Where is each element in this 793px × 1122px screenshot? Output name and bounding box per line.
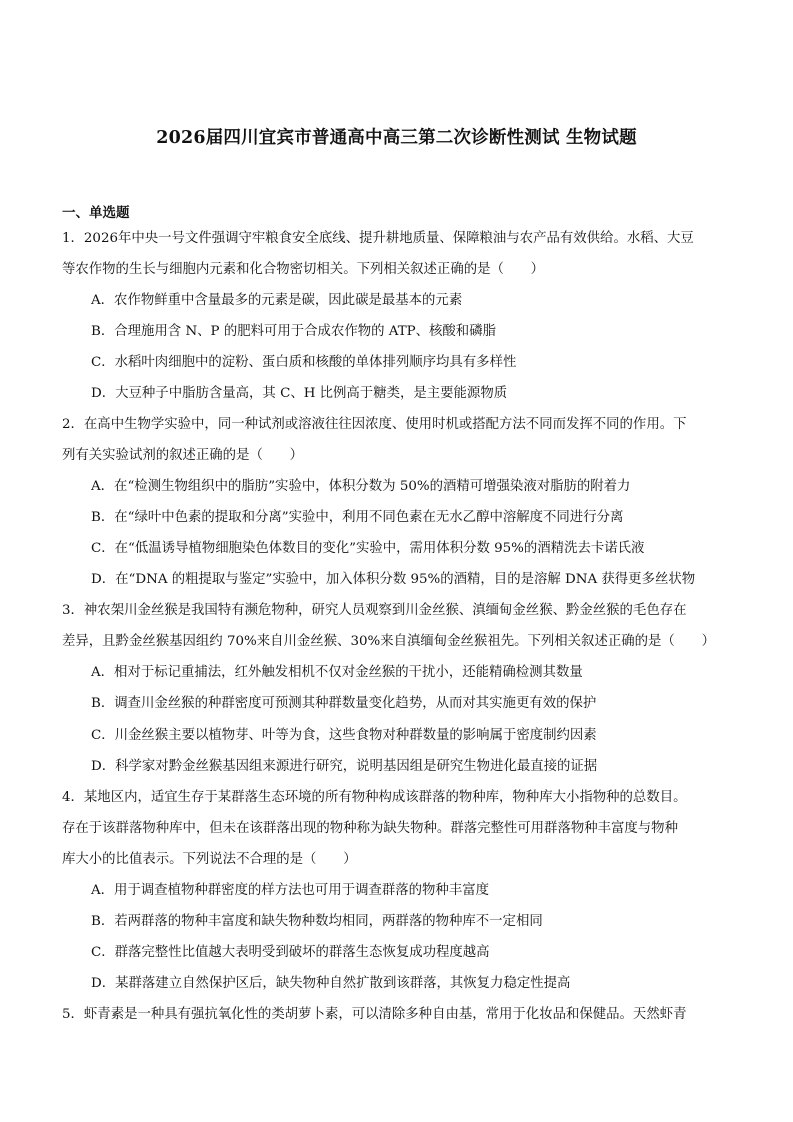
question-4-option-a: A．用于调查植物种群密度的样方法也可用于调查群落的物种丰富度 [91,883,489,898]
question-1-stem-line-1: 1．2026年中央一号文件强调守牢粮食安全底线、提升耕地质量、保障粮油与农产品有效供给。水稻、大豆 [62,231,694,246]
document-title: 2026届四川宜宾市普通高中高三第二次诊断性测试 生物试题 [156,128,637,148]
question-2-stem-line-2: 列有关实验试剂的叙述正确的是（ ） [62,448,304,463]
question-3-option-d: D．科学家对黔金丝猴基因组来源进行研究，说明基因组是研究生物进化最直接的证据 [91,759,598,774]
question-4-stem-line-3: 库大小的比值表示。下列说法不合理的是（ ） [62,852,357,867]
question-1-option-d: D．大豆种子中脂肪含量高，其 C、H 比例高于糖类，是主要能源物质 [91,386,508,401]
question-2-option-c: C．在“低温诱导植物细胞染色体数目的变化”实验中，需用体积分数 95%的酒精洗去卡诺氏液 [91,541,645,556]
question-1-option-b: B．合理施用含 N、P 的肥料可用于合成农作物的 ATP、核酸和磷脂 [91,324,496,339]
question-4-stem-line-1: 4．某地区内，适宜生存于某群落生态环境的所有物种构成该群落的物种库，物种库大小指物种的总数目。 [62,790,687,805]
section-heading: 一、单选题 [62,205,130,221]
question-4-option-d: D．某群落建立自然保护区后，缺失物种自然扩散到该群落，其恢复力稳定性提高 [91,976,571,991]
question-2-option-a: A．在“检测生物组织中的脂肪”实验中，体积分数为 50%的酒精可增强染液对脂肪的附着力 [91,479,631,494]
question-3-option-b: B．调查川金丝猴的种群密度可预测其种群数量变化趋势，从而对其实施更有效的保护 [91,696,597,711]
question-3-option-a: A．相对于标记重捕法，红外触发相机不仅对金丝猴的干扰小，还能精确检测其数量 [91,665,583,680]
question-5-stem-line-1: 5．虾青素是一种具有强抗氧化性的类胡萝卜素，可以清除多种自由基，常用于化妆品和保健品。天然虾青 [62,1007,687,1022]
question-4-stem-line-2: 存在于该群落物种库中，但未在该群落出现的物种称为缺失物种。群落完整性可用群落物种丰富度与物种 [62,821,678,836]
question-4-option-b: B．若两群落的物种丰富度和缺失物种数均相同，两群落的物种库不一定相同 [91,914,543,929]
question-2-option-d: D．在“DNA 的粗提取与鉴定”实验中，加入体积分数 95%的酒精，目的是溶解 DNA 获得更多丝状物 [91,572,696,587]
question-2-stem-line-1: 2．在高中生物学实验中，同一种试剂或溶液往往因浓度、使用时机或搭配方法不同而发挥不同的作用。下 [62,417,687,432]
question-4-option-c: C．群落完整性比值越大表明受到破坏的群落生态恢复成功程度越高 [91,945,490,960]
question-3-stem-line-1: 3．神农架川金丝猴是我国特有濒危物种，研究人员观察到川金丝猴、滇缅甸金丝猴、黔金丝猴的毛色存在 [62,603,687,618]
question-3-stem-line-2: 差异，且黔金丝猴基因组约 70%来自川金丝猴、30%来自滇缅甸金丝猴祖先。下列相关叙述正确的是（ ） [62,634,715,649]
question-3-option-c: C．川金丝猴主要以植物芽、叶等为食，这些食物对种群数量的影响属于密度制约因素 [91,728,597,743]
question-1-option-c: C．水稻叶肉细胞中的淀粉、蛋白质和核酸的单体排列顺序均具有多样性 [91,355,517,370]
question-1-option-a: A．农作物鲜重中含量最多的元素是碳，因此碳是最基本的元素 [91,293,463,308]
question-2-option-b: B．在“绿叶中色素的提取和分离”实验中，利用不同色素在无水乙醇中溶解度不同进行分离 [91,510,624,525]
question-1-stem-line-2: 等农作物的生长与细胞内元素和化合物密切相关。下列相关叙述正确的是（ ） [62,262,545,277]
